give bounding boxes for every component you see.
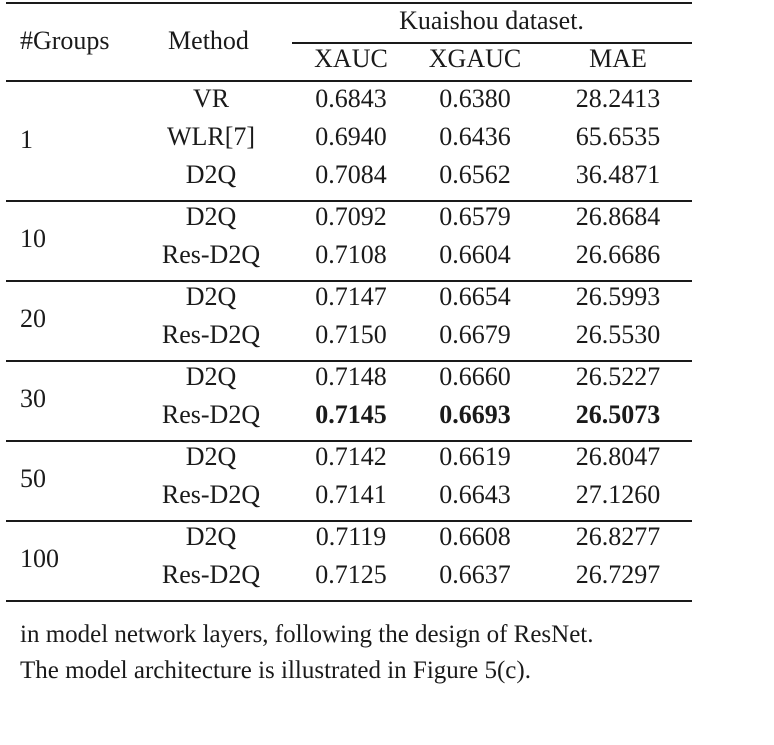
mae-cell: 28.2413 [575,84,661,113]
method-cell: D2Q [185,202,237,231]
mae-cell: 26.5993 [575,282,661,311]
xgauc-cell: 0.6693 [439,400,511,429]
groups-header: #Groups [20,26,110,55]
mae-cell: 26.8684 [575,202,661,231]
xauc-cell: 0.7148 [315,362,387,391]
xgauc-cell: 0.6643 [439,480,511,509]
mae-cell: 26.5530 [575,320,661,349]
group-count: 20 [20,304,46,333]
xgauc-cell: 0.6562 [439,160,511,189]
header-rule [6,80,692,82]
xgauc-cell: 0.6436 [439,122,511,151]
method-cell: Res-D2Q [161,240,261,269]
xgauc-cell: 0.6608 [439,522,511,551]
xauc-cell: 0.6940 [315,122,387,151]
method-cell: Res-D2Q [161,480,261,509]
xgauc-cell: 0.6380 [439,84,511,113]
dataset-header: Kuaishou dataset. [399,6,584,35]
body-text-line-1: in model network layers, following the design of ResNet. [20,621,594,648]
method-cell: D2Q [185,442,237,471]
xgauc-cell: 0.6654 [439,282,511,311]
method-cell: D2Q [185,522,237,551]
mae-cell: 27.1260 [575,480,661,509]
method-cell: Res-D2Q [161,560,261,589]
method-cell: WLR[7] [166,122,256,151]
metric-header-mae: MAE [589,44,647,73]
xauc-cell: 0.7125 [315,560,387,589]
xgauc-cell: 0.6679 [439,320,511,349]
xauc-cell: 0.7142 [315,442,387,471]
mae-cell: 36.4871 [575,160,661,189]
bottom-rule [6,600,692,602]
method-cell: VR [192,84,230,113]
xgauc-cell: 0.6604 [439,240,511,269]
mae-cell: 26.5073 [575,400,661,429]
top-rule [6,2,692,4]
method-cell: Res-D2Q [161,320,261,349]
xauc-cell: 0.7119 [315,522,387,551]
method-cell: D2Q [185,362,237,391]
xauc-cell: 0.6843 [315,84,387,113]
method-header: Method [168,26,249,55]
xauc-cell: 0.7108 [315,240,387,269]
xauc-cell: 0.7145 [315,400,387,429]
xauc-cell: 0.7141 [315,480,387,509]
xauc-cell: 0.7084 [315,160,387,189]
method-cell: D2Q [185,282,237,311]
mae-cell: 65.6535 [575,122,661,151]
xgauc-cell: 0.6579 [439,202,511,231]
mae-cell: 26.6686 [575,240,661,269]
xauc-cell: 0.7147 [315,282,387,311]
xgauc-cell: 0.6619 [439,442,511,471]
method-cell: Res-D2Q [161,400,261,429]
mae-cell: 26.5227 [575,362,661,391]
mae-cell: 26.8277 [575,522,661,551]
group-count: 100 [20,544,59,573]
metric-header-xgauc: XGAUC [428,44,522,73]
group-count: 1 [20,125,33,154]
group-count: 30 [20,384,46,413]
method-cell: D2Q [185,160,237,189]
body-text-line-2: The model architecture is illustrated in Figure 5(c). [20,657,531,684]
xauc-cell: 0.7150 [315,320,387,349]
metric-header-xauc: XAUC [314,44,388,73]
xauc-cell: 0.7092 [315,202,387,231]
group-count: 10 [20,224,46,253]
xgauc-cell: 0.6637 [439,560,511,589]
mae-cell: 26.8047 [575,442,661,471]
mae-cell: 26.7297 [575,560,661,589]
group-count: 50 [20,464,46,493]
xgauc-cell: 0.6660 [439,362,511,391]
